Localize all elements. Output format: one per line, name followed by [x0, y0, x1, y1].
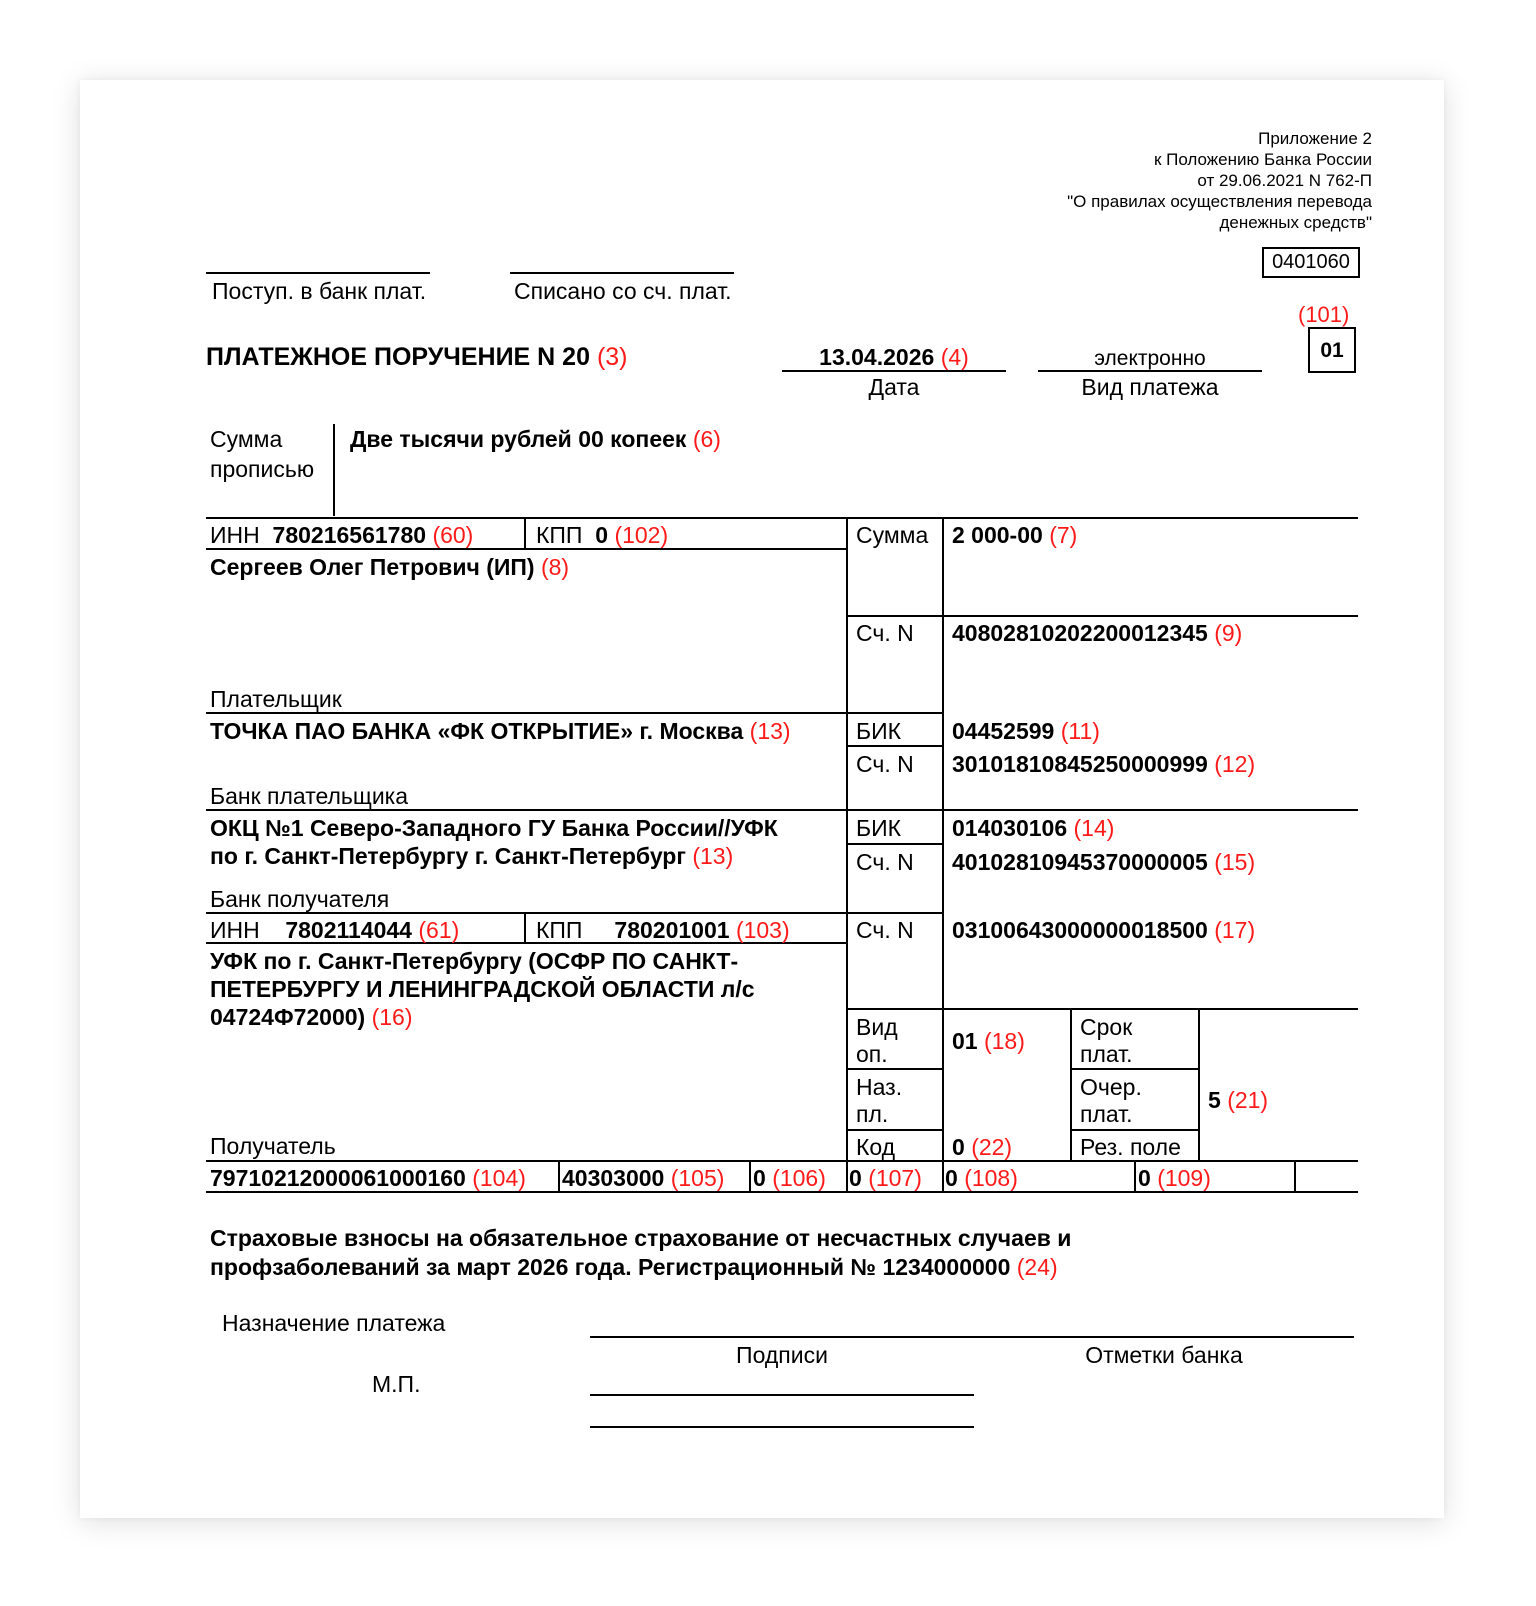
title-marker: (3) — [596, 343, 628, 371]
budget-109: 0 (109) — [1138, 1165, 1211, 1191]
grid-budget-div-2 — [749, 1160, 751, 1191]
date-label: Дата — [868, 374, 920, 400]
grid-col-labels — [846, 517, 848, 1191]
payee-bank-bik-label: БИК — [856, 815, 902, 841]
received-line — [206, 272, 430, 274]
payment-type-label: Вид платежа — [1081, 374, 1219, 400]
payer-bank-label: Банк плательщика — [210, 783, 409, 809]
grid-payer-kpp-divider — [524, 517, 526, 548]
vid-op-label-2: оп. — [856, 1041, 888, 1067]
srok-label-1: Срок — [1080, 1014, 1133, 1040]
payee-bank-acc-value: 40102810945370000005 (15) — [952, 849, 1256, 875]
purpose-line-2: профзаболеваний за март 2026 года. Регистрационный № 1234000000 (24) — [210, 1254, 1058, 1280]
grid-line-bik1 — [846, 745, 942, 747]
date-line — [782, 370, 1006, 372]
grid-line-srok — [1070, 1068, 1198, 1070]
payee-bank-acc-label: Сч. N — [856, 849, 914, 875]
rez-label: Рез. поле — [1080, 1134, 1181, 1160]
grid-line-top — [206, 517, 1358, 519]
payee-name-2: ПЕТЕРБУРГУ И ЛЕНИНГРАДСКОЙ ОБЛАСТИ л/с — [210, 976, 755, 1002]
budget-106: 0 (106) — [753, 1165, 826, 1191]
signatures-label: Подписи — [736, 1342, 828, 1368]
payee-inn: ИНН 7802114044 (61) — [210, 917, 460, 943]
ocher-label-2: плат. — [1080, 1101, 1133, 1127]
debited-label: Списано со сч. плат. — [514, 278, 732, 304]
grid-budget-div-4 — [1294, 1160, 1296, 1191]
payee-bank-bik-value: 014030106 (14) — [952, 815, 1115, 841]
payer-inn: ИНН 780216561780 (60) — [210, 522, 474, 548]
purpose-line-1: Страховые взносы на обязательное страхование от несчастных случаев и — [210, 1225, 1072, 1251]
payee-acc-value: 03100643000000018500 (17) — [952, 917, 1256, 943]
ocher-label-1: Очер. — [1080, 1074, 1142, 1100]
grid-line-sum — [846, 615, 1358, 617]
grid-line-payer — [206, 712, 942, 714]
grid-line-vidop — [846, 1068, 942, 1070]
purpose-label: Назначение платежа — [222, 1310, 446, 1336]
payee-name-3: 04724Ф72000) (16) — [210, 1004, 413, 1030]
payee-bank-name-1: ОКЦ №1 Северо-Западного ГУ Банка России//УФК — [210, 815, 778, 841]
grid-budget-div-1 — [558, 1160, 560, 1191]
bank-marks-label: Отметки банка — [1085, 1342, 1243, 1368]
payer-account-value: 40802810202200012345 (9) — [952, 620, 1243, 646]
amount-words-value: Две тысячи рублей 00 копеек (6) — [350, 426, 721, 452]
stamp-label: М.П. — [372, 1371, 421, 1397]
budget-kbk: 79710212000061000160 (104) — [210, 1165, 526, 1191]
payee-bank-label: Банк получателя — [210, 886, 390, 912]
payment-type-line — [1038, 370, 1262, 372]
payee-bank-name-2: по г. Санкт-Петербургу г. Санкт-Петербург (13) — [210, 843, 734, 869]
grid-budget-div-3 — [1134, 1160, 1136, 1191]
budget-107: 0 (107) — [849, 1165, 922, 1191]
payer-name: Сергеев Олег Петрович (ИП) (8) — [210, 554, 570, 580]
naz-label-2: пл. — [856, 1101, 889, 1127]
appendix-line-5: денежных средств" — [1219, 213, 1372, 232]
payee-label: Получатель — [210, 1133, 336, 1159]
payer-bank-bik-value: 04452599 (11) — [952, 718, 1100, 744]
budget-oktmo: 40303000 (105) — [562, 1165, 725, 1191]
payer-account-label: Сч. N — [856, 620, 914, 646]
srok-label-2: плат. — [1080, 1041, 1133, 1067]
grid-line-bik2 — [846, 843, 942, 845]
ocher-value: 5 (21) — [1208, 1087, 1269, 1113]
grid-line-ocher — [1070, 1129, 1198, 1131]
grid-col-values — [942, 517, 944, 1191]
payer-bank-bik-label: БИК — [856, 718, 902, 744]
form-code-box: 0401060 — [1262, 247, 1360, 278]
grid-line-budget-bottom — [206, 1191, 1358, 1193]
payment-type-value: электронно — [1094, 347, 1206, 370]
grid-line-payee-bank — [206, 912, 942, 914]
signature-line-1 — [590, 1394, 974, 1396]
status-marker: (101) — [1298, 302, 1350, 327]
budget-108: 0 (108) — [945, 1165, 1018, 1191]
title-text: ПЛАТЕЖНОЕ ПОРУЧЕНИЕ N 20 — [206, 343, 590, 371]
naz-label-1: Наз. — [856, 1074, 903, 1100]
document-title — [206, 342, 628, 372]
received-label: Поступ. в банк плат. — [212, 278, 427, 304]
amount-words-label-2: прописью — [210, 456, 315, 482]
signature-line-2 — [590, 1426, 974, 1428]
amount-words-divider — [333, 424, 335, 516]
payment-order-sheet — [80, 80, 1444, 1518]
payer-label: Плательщик — [210, 686, 342, 712]
vid-op-value: 01 (18) — [952, 1028, 1025, 1054]
appendix-line-3: от 29.06.2021 N 762-П — [1197, 171, 1372, 190]
payee-acc-label: Сч. N — [856, 917, 914, 943]
amount-label: Сумма — [856, 522, 929, 548]
debited-line — [510, 272, 734, 274]
kod-value: 0 (22) — [952, 1134, 1013, 1160]
appendix-line-1: Приложение 2 — [1258, 129, 1372, 148]
payer-bank-acc-label: Сч. N — [856, 751, 914, 777]
grid-line-payer-bank — [206, 809, 1358, 811]
grid-line-budget-top — [206, 1160, 1358, 1162]
amount-value: 2 000-00 (7) — [952, 522, 1078, 548]
grid-line-payer-inn — [206, 548, 846, 550]
grid-payee-kpp-divider — [524, 912, 526, 942]
payer-bank-name: ТОЧКА ПАО БАНКА «ФК ОТКРЫТИЕ» г. Москва (13) — [210, 718, 791, 744]
amount-words-label-1: Сумма — [210, 426, 283, 452]
payee-name-1: УФК по г. Санкт-Петербургу (ОСФР ПО САНКТ- — [210, 948, 739, 974]
date-value: 13.04.2026 (4) — [819, 344, 969, 370]
grid-srok-col — [1070, 1008, 1072, 1160]
payee-kpp: КПП 780201001 (103) — [536, 917, 790, 943]
payer-kpp: КПП 0 (102) — [536, 522, 669, 548]
vid-op-label-1: Вид — [856, 1014, 898, 1040]
kod-label: Код — [856, 1134, 896, 1160]
signature-top-line — [590, 1336, 1354, 1338]
grid-line-acc — [846, 1008, 1358, 1010]
appendix-line-4: "О правилах осуществления перевода — [1067, 192, 1372, 211]
payer-bank-acc-value: 30101810845250000999 (12) — [952, 751, 1256, 777]
grid-ocher-value-col — [1198, 1008, 1200, 1160]
appendix-line-2: к Положению Банка России — [1153, 150, 1372, 169]
grid-line-naz — [846, 1129, 942, 1131]
status-box: 01 — [1308, 327, 1356, 373]
